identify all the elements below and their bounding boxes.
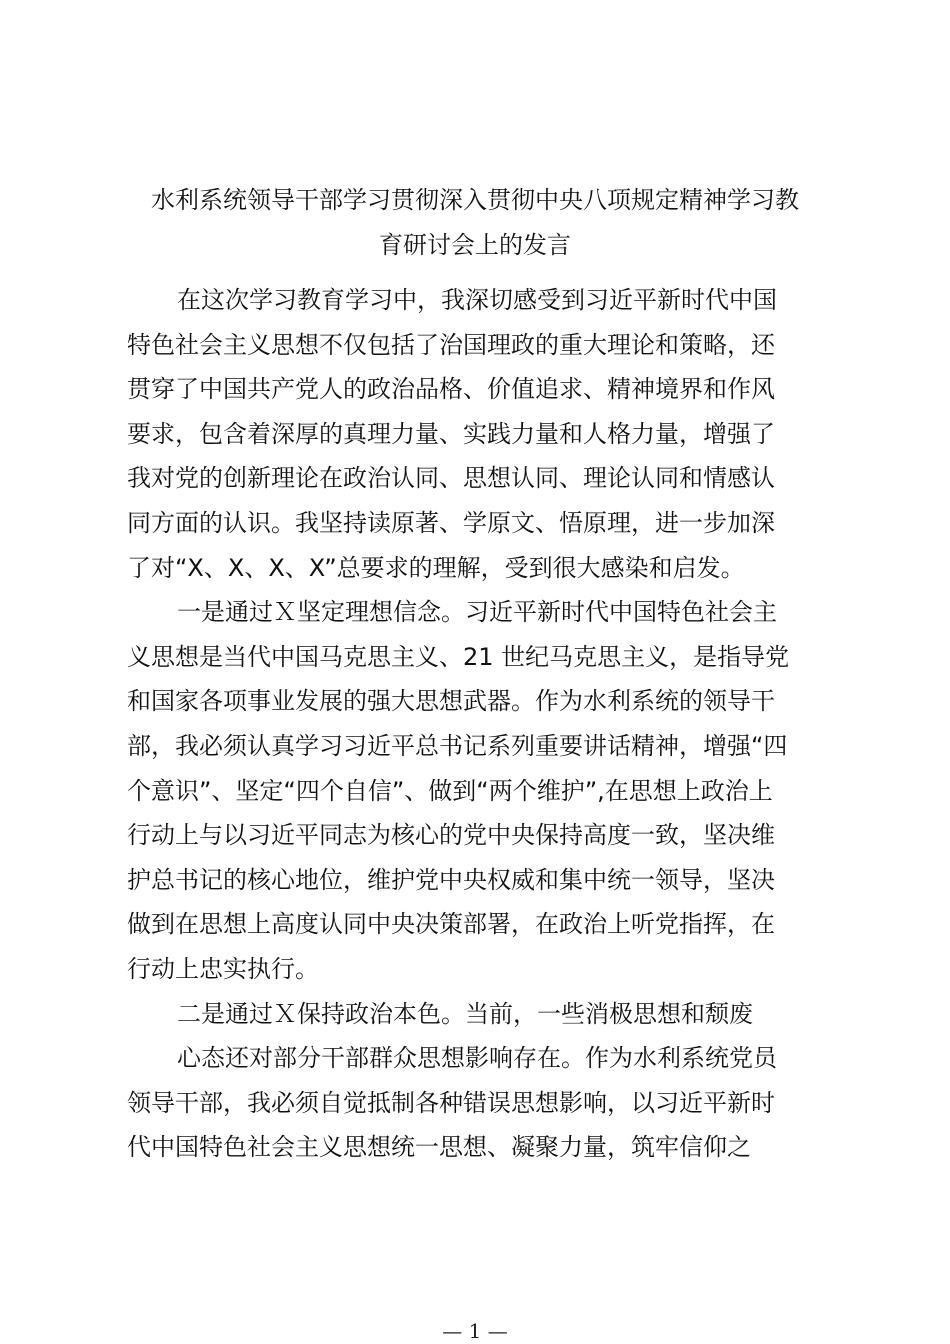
paragraph-1-line: 在这次学习教育学习中，我深切感受到习近平新时代中国 [177, 286, 777, 314]
paragraph-1-line: 了对“X、X、X、X”总要求的理解，受到很大感染和启发。 [127, 553, 745, 582]
paragraph-2-line: 部，我必须认真学习习近平总书记系列重要讲话精神，增强“四 [127, 731, 788, 760]
paragraph-3-line: 心态还对部分干部群众思想影响存在。作为水利系统党员 [177, 1044, 777, 1073]
paragraph-2-line: 个意识”、坚定“四个自信”、做到“两个维护”,在思想上政治上 [127, 776, 773, 805]
paragraph-1-line: 特色社会主义思想不仅包括了治国理政的重大理论和策略，还 [127, 330, 775, 359]
paragraph-2-line: 护总书记的核心地位，维护党中央权威和集中统一领导，坚决 [127, 865, 775, 894]
paragraph-3-line: 代中国特色社会主义思想统一思想、凝聚力量，筑牢信仰之 [127, 1133, 751, 1162]
paragraph-3-line: 二是通过Ｘ保持政治本色。当前，一些消极思想和颓废 [177, 999, 753, 1028]
paragraph-1-line: 贯穿了中国共产党人的政治品格、价值追求、精神境界和作风 [127, 375, 775, 404]
document-body [127, 278, 832, 1170]
paragraph-2-line: 一是通过Ｘ坚定理想信念。习近平新时代中国特色社会主 [177, 598, 777, 627]
paragraph-2-line: 行动上与以习近平同志为核心的党中央保持高度一致，坚决维 [127, 821, 775, 850]
title-line-2: 育研讨会上的发言 [379, 231, 571, 259]
paragraph-2-line: 和国家各项事业发展的强大思想武器。作为水利系统的领导干 [127, 687, 775, 716]
paragraph-3-line: 领导干部，我必须自觉抵制各种错误思想影响，以习近平新时 [127, 1088, 775, 1117]
paragraph-2-line: 行动上忠实执行。 [127, 954, 319, 983]
title-line-1: 水利系统领导干部学习贯彻深入贯彻中央八项规定精神学习教 [151, 186, 799, 214]
paragraph-2-line: 义思想是当代中国马克思主义、21 世纪马克思主义，是指导党 [127, 642, 790, 671]
page-number: — 1 — [442, 1319, 508, 1343]
paragraph-2-line: 做到在思想上高度认同中央决策部署，在政治上听党指挥，在 [127, 910, 775, 939]
paragraph-1-line: 我对党的创新理论在政治认同、思想认同、理论认同和情感认 [127, 464, 775, 493]
paragraph-1-line: 同方面的认识。我坚持读原著、学原文、悟原理，进一步加深 [127, 508, 775, 537]
document-title [110, 178, 840, 268]
paragraph-1-line: 要求，包含着深厚的真理力量、实践力量和人格力量，增强了 [127, 419, 775, 448]
